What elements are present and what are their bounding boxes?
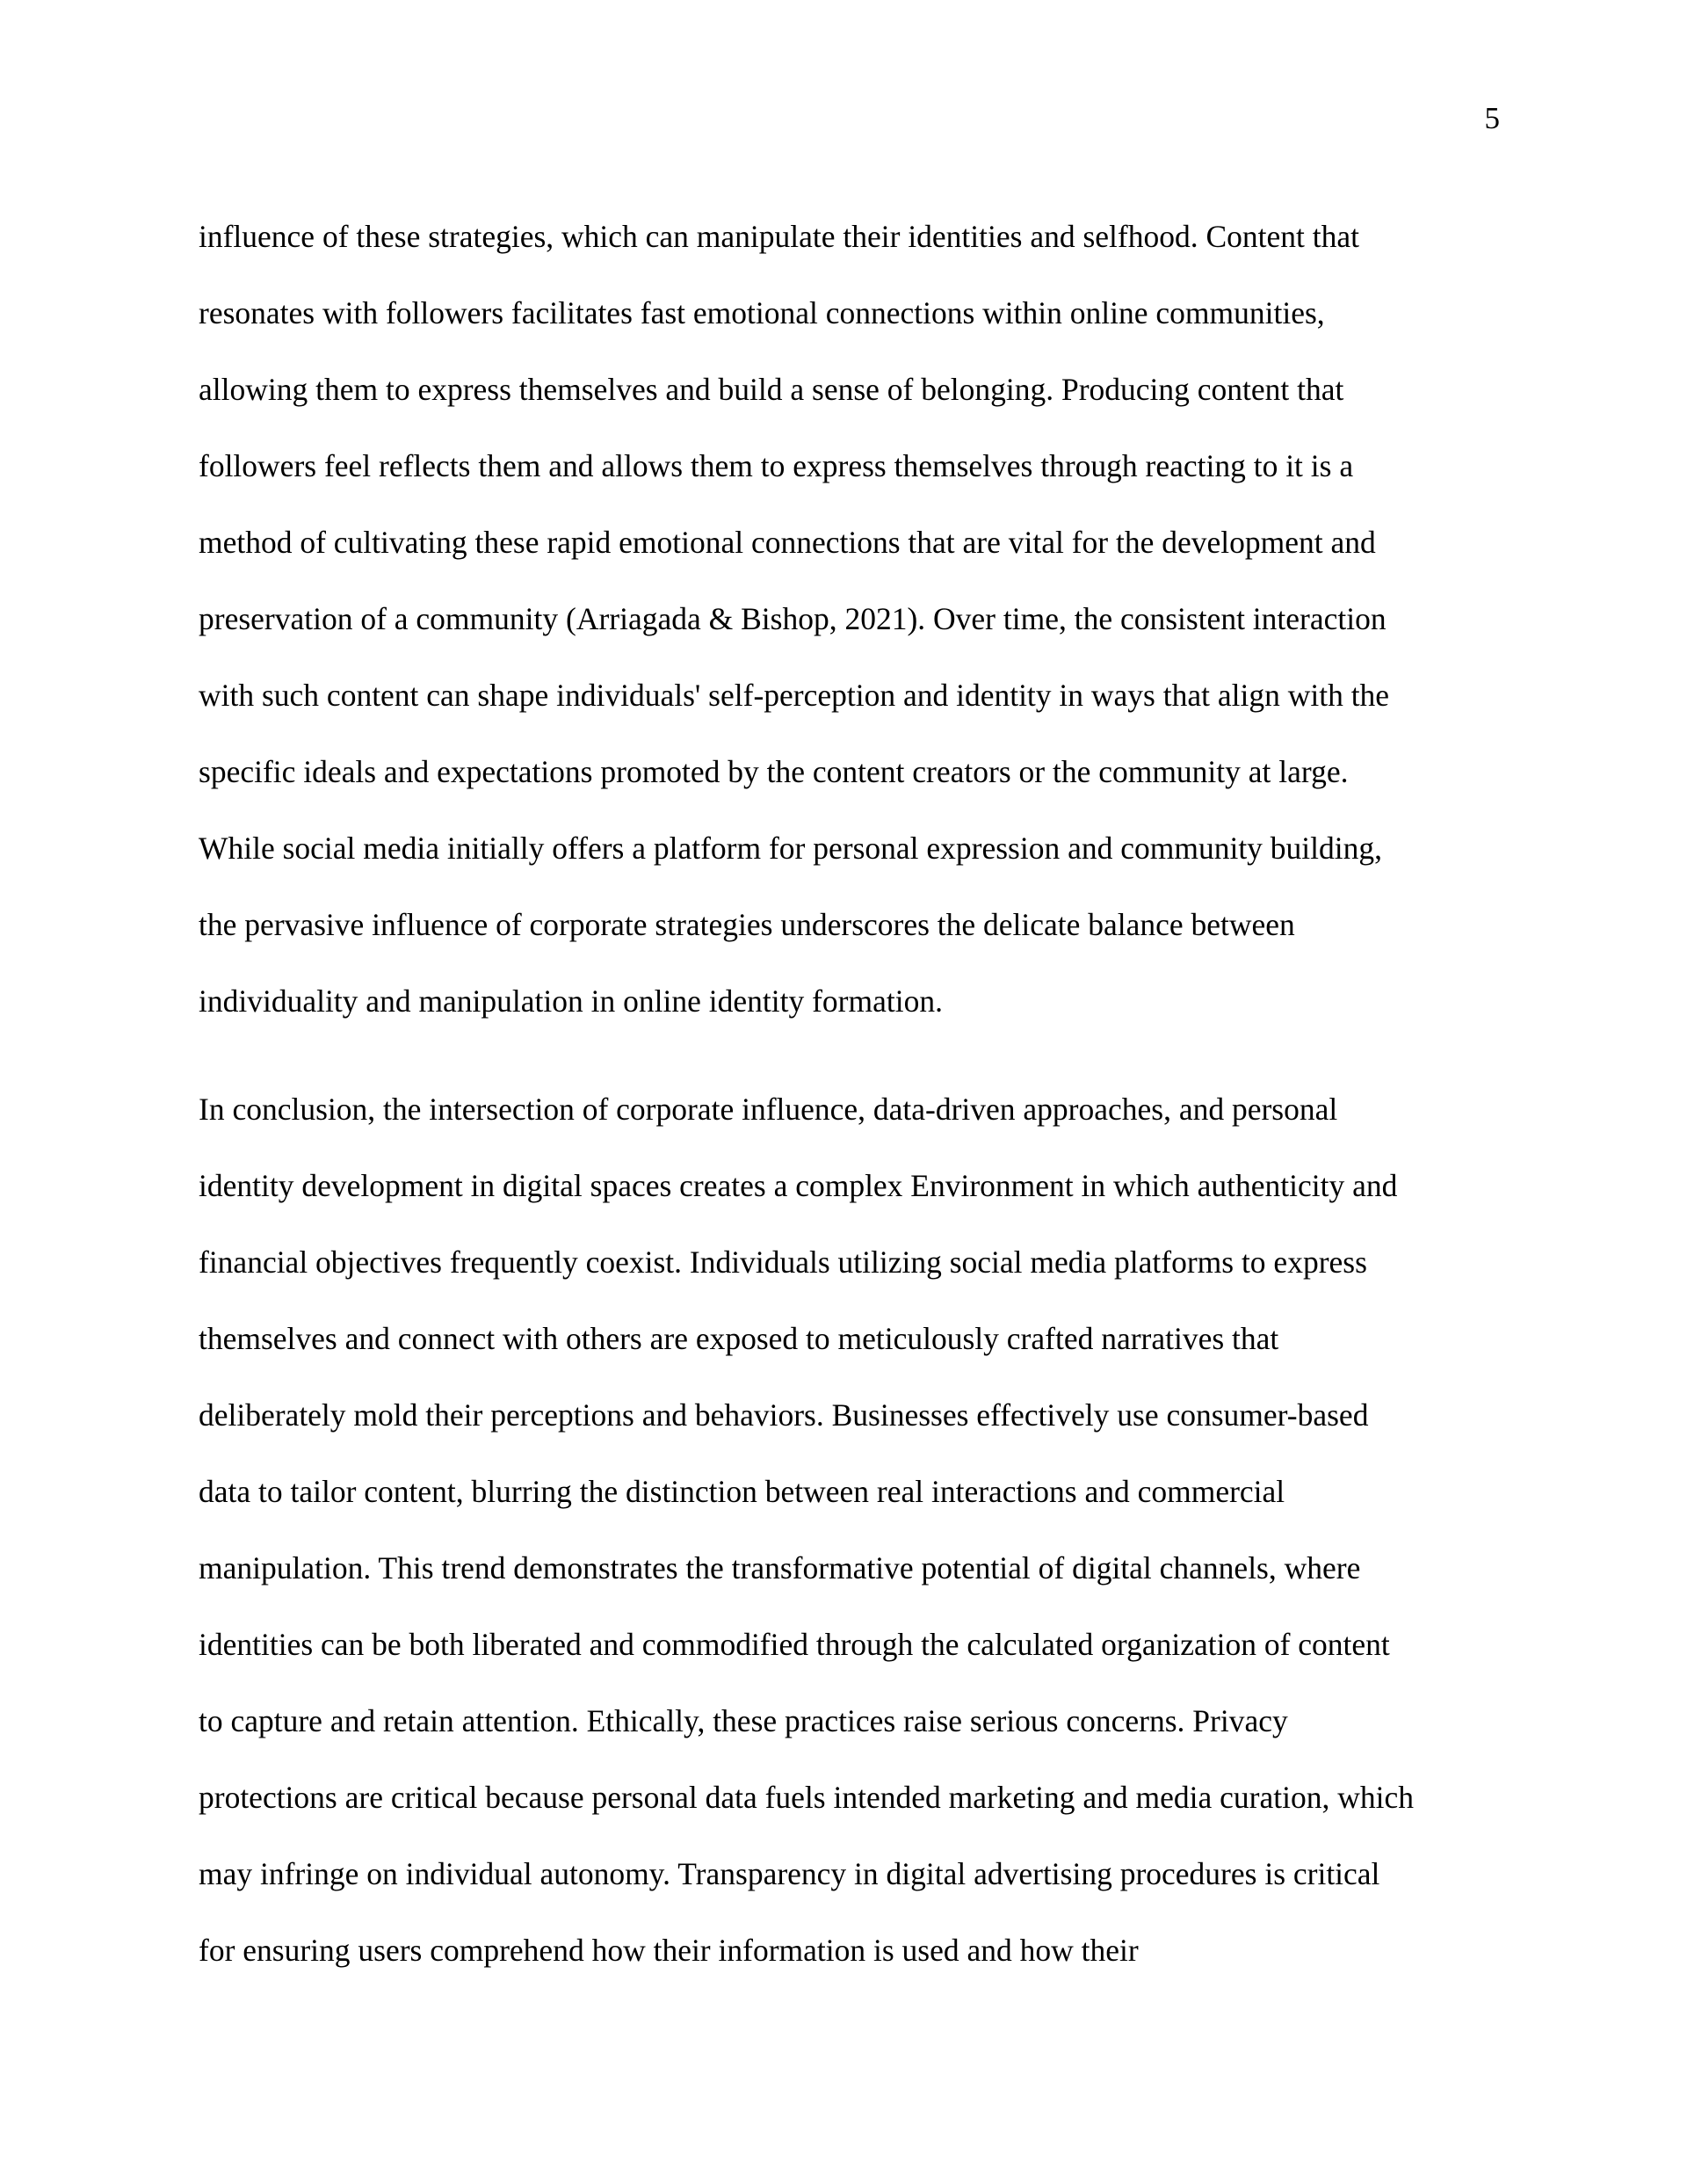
text-line: with such content can shape individuals' self-perception and identity in ways that align with the xyxy=(199,678,1390,713)
text-line: identities can be both liberated and commodified through the calculated organization of content xyxy=(199,1627,1390,1662)
text-line: method of cultivating these rapid emotional connections that are vital for the development and xyxy=(199,525,1376,560)
text-line: influence of these strategies, which can manipulate their identities and selfhood. Content that xyxy=(199,219,1359,254)
paragraph-spacer xyxy=(199,1040,1534,1071)
text-line: protections are critical because personal data fuels intended marketing and media curation, which xyxy=(199,1780,1414,1815)
text-line: the pervasive influence of corporate strategies underscores the delicate balance between xyxy=(199,907,1295,942)
paragraph-1 xyxy=(199,199,1534,1040)
text-line: may infringe on individual autonomy. Transparency in digital advertising procedures is critical xyxy=(199,1856,1380,1891)
text-line: individuality and manipulation in online identity formation. xyxy=(199,983,943,1019)
text-line: resonates with followers facilitates fast emotional connections within online communities, xyxy=(199,295,1325,330)
text-line: themselves and connect with others are exposed to meticulously crafted narratives that xyxy=(199,1321,1279,1356)
text-line: manipulation. This trend demonstrates the transformative potential of digital channels, where xyxy=(199,1550,1361,1585)
page-number: 5 xyxy=(1484,101,1500,135)
text-line: data to tailor content, blurring the distinction between real interactions and commercial xyxy=(199,1474,1285,1509)
text-line: for ensuring users comprehend how their information is used and how their xyxy=(199,1933,1139,1968)
text-line: deliberately mold their perceptions and behaviors. Businesses effectively use consumer-based xyxy=(199,1397,1369,1433)
paragraph-2 xyxy=(199,1071,1534,1989)
text-line: In conclusion, the intersection of corporate influence, data-driven approaches, and personal xyxy=(199,1092,1338,1127)
text-line: identity development in digital spaces creates a complex Environment in which authenticity and xyxy=(199,1168,1398,1203)
text-line: preservation of a community (Arriagada & Bishop, 2021). Over time, the consistent interaction xyxy=(199,601,1387,636)
text-line: allowing them to express themselves and build a sense of belonging. Producing content that xyxy=(199,372,1344,407)
body-text xyxy=(199,199,1534,1989)
text-line: specific ideals and expectations promoted by the content creators or the community at large. xyxy=(199,754,1349,789)
text-line: to capture and retain attention. Ethically, these practices raise serious concerns. Privacy xyxy=(199,1703,1288,1738)
text-line: financial objectives frequently coexist. Individuals utilizing social media platforms to express xyxy=(199,1244,1367,1280)
text-line: While social media initially offers a platform for personal expression and community building, xyxy=(199,831,1383,866)
text-line: followers feel reflects them and allows them to express themselves through reacting to it is a xyxy=(199,448,1354,483)
